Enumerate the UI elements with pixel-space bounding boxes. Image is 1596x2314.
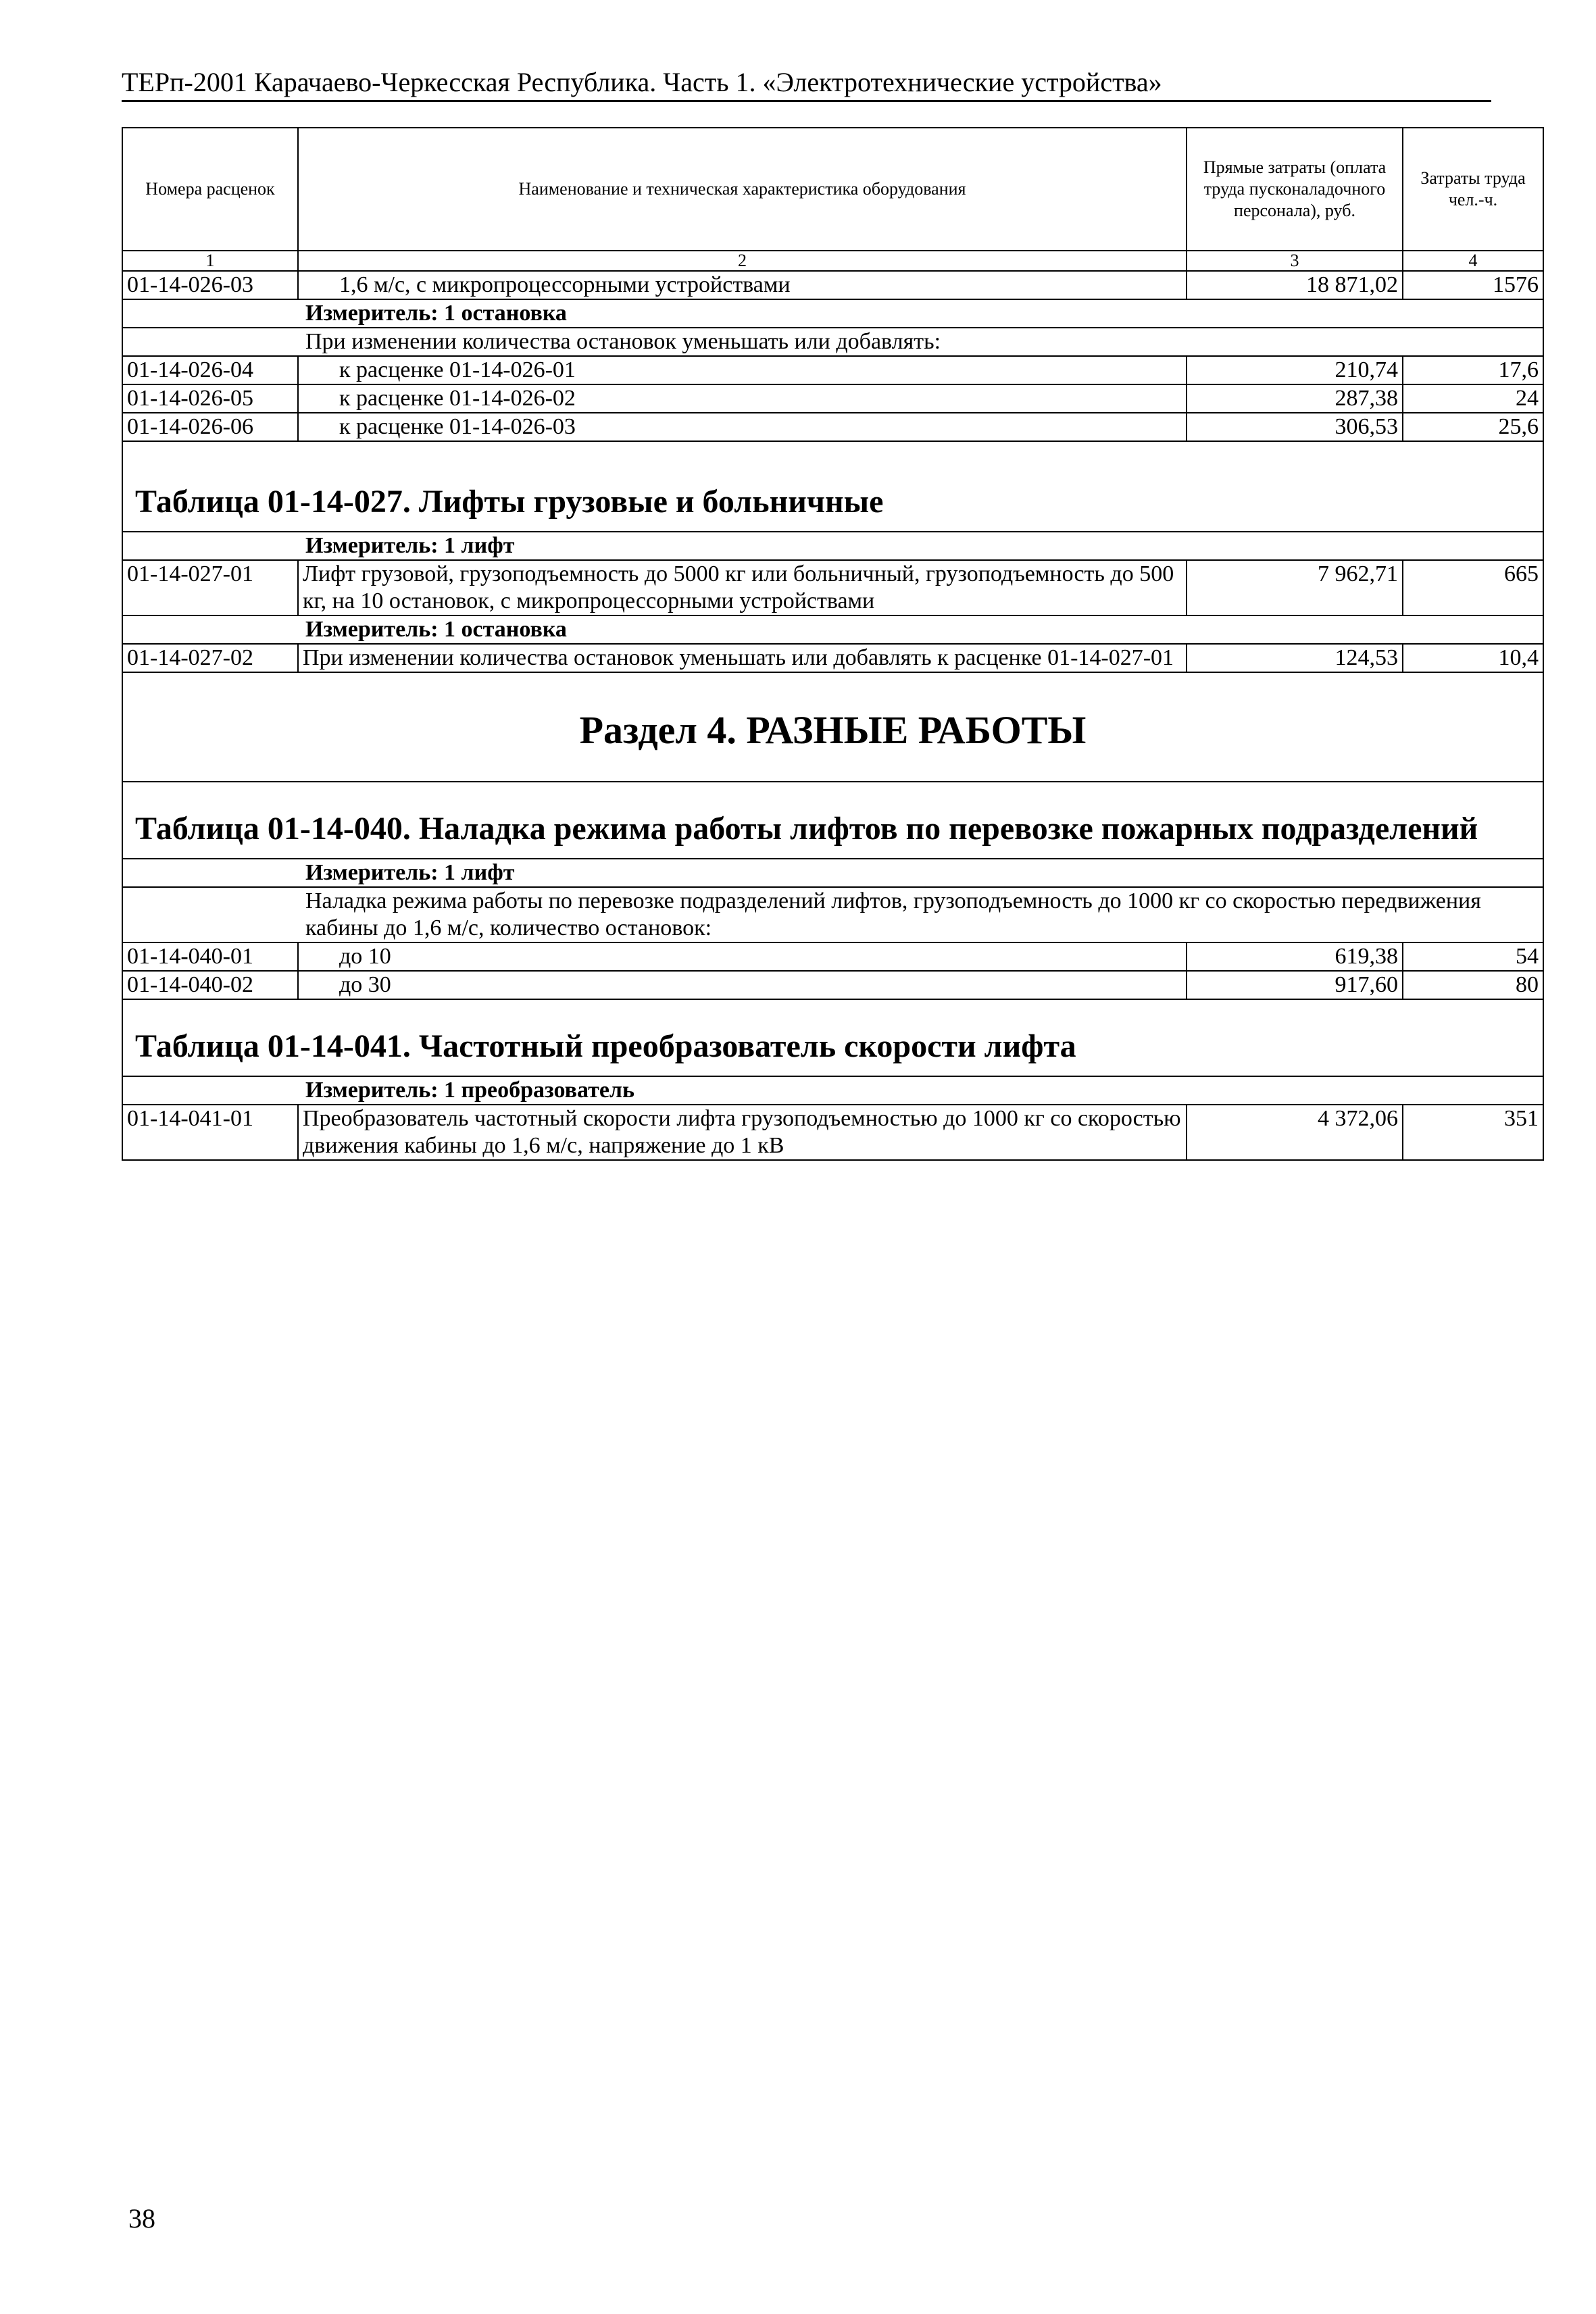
rate-name: Преобразователь частотный скорости лифта грузоподъемностью до 1000 кг со скоростью движения кабины до 1,6 м/с, напряжение до 1 кВ [298, 1105, 1187, 1160]
table-header-row [122, 128, 1543, 251]
page-number: 38 [128, 2203, 155, 2234]
column-number-row [122, 251, 1543, 271]
table-row [122, 271, 1543, 299]
measure-row [122, 299, 1543, 328]
running-header: ТЕРп-2001 Карачаево-Черкесская Республика. Часть 1. «Электротехнические устройства» [122, 67, 1162, 97]
rate-code: 01-14-027-01 [122, 560, 298, 615]
table-caption: Таблица 01-14-027. Лифты грузовые и больничные [122, 441, 1543, 532]
table-row [122, 644, 1543, 672]
rate-labor: 25,6 [1403, 413, 1543, 441]
rate-cost: 4 372,06 [1187, 1105, 1403, 1160]
column-number: 1 [122, 251, 298, 271]
column-header-codes: Номера расценок [122, 128, 298, 251]
column-header-labor: Затраты труда чел.-ч. [1403, 128, 1543, 251]
rate-cost: 917,60 [1187, 971, 1403, 999]
rate-labor: 54 [1403, 942, 1543, 971]
table-row [122, 971, 1543, 999]
caption-row [122, 999, 1543, 1076]
table-row [122, 413, 1543, 441]
column-header-name: Наименование и техническая характеристика оборудования [298, 128, 1187, 251]
measure-row [122, 1076, 1543, 1105]
table-caption: Таблица 01-14-040. Наладка режима работы лифтов по перевозке пожарных подразделений [122, 782, 1543, 859]
rate-code: 01-14-040-01 [122, 942, 298, 971]
note-row [122, 328, 1543, 356]
rate-cost: 287,38 [1187, 384, 1403, 413]
column-header-direct-costs: Прямые затраты (оплата труда пусконаладочного персонала), руб. [1187, 128, 1403, 251]
table-row [122, 356, 1543, 384]
column-number: 4 [1403, 251, 1543, 271]
rate-code: 01-14-026-05 [122, 384, 298, 413]
rate-labor: 351 [1403, 1105, 1543, 1160]
rate-cost: 619,38 [1187, 942, 1403, 971]
measure-label: Измеритель: 1 лифт [122, 859, 1543, 887]
section-row [122, 672, 1543, 782]
measure-label: Измеритель: 1 остановка [122, 299, 1543, 328]
note-text: При изменении количества остановок уменьшать или добавлять: [122, 328, 1543, 356]
rate-labor: 17,6 [1403, 356, 1543, 384]
rate-code: 01-14-026-04 [122, 356, 298, 384]
measure-row [122, 532, 1543, 560]
header-rule [122, 100, 1491, 102]
caption-row [122, 782, 1543, 859]
section-title: Раздел 4. РАЗНЫЕ РАБОТЫ [122, 672, 1543, 782]
column-number: 2 [298, 251, 1187, 271]
note-text: Наладка режима работы по перевозке подразделений лифтов, грузоподъемность до 1000 кг со скоростью передвижения кабины до 1,6 м/с, количество остановок: [122, 887, 1543, 942]
rate-code: 01-14-026-06 [122, 413, 298, 441]
rate-labor: 80 [1403, 971, 1543, 999]
rate-name: к расценке 01-14-026-01 [298, 356, 1187, 384]
rate-code: 01-14-026-03 [122, 271, 298, 299]
rate-name: к расценке 01-14-026-02 [298, 384, 1187, 413]
rate-labor: 10,4 [1403, 644, 1543, 672]
table-caption: Таблица 01-14-041. Частотный преобразователь скорости лифта [122, 999, 1543, 1076]
measure-label: Измеритель: 1 остановка [122, 615, 1543, 644]
rate-name: 1,6 м/с, с микропроцессорными устройствами [298, 271, 1187, 299]
measure-row [122, 859, 1543, 887]
rate-name: к расценке 01-14-026-03 [298, 413, 1187, 441]
rate-name: до 30 [298, 971, 1187, 999]
table-row [122, 560, 1543, 615]
table-row [122, 1105, 1543, 1160]
rate-code: 01-14-040-02 [122, 971, 298, 999]
rate-cost: 210,74 [1187, 356, 1403, 384]
rate-cost: 124,53 [1187, 644, 1403, 672]
measure-row [122, 615, 1543, 644]
rate-cost: 306,53 [1187, 413, 1403, 441]
caption-row [122, 441, 1543, 532]
rate-code: 01-14-041-01 [122, 1105, 298, 1160]
measure-label: Измеритель: 1 лифт [122, 532, 1543, 560]
rates-table [122, 127, 1544, 1161]
table-row [122, 384, 1543, 413]
rate-labor: 665 [1403, 560, 1543, 615]
rate-labor: 24 [1403, 384, 1543, 413]
note-row [122, 887, 1543, 942]
rate-name: При изменении количества остановок уменьшать или добавлять к расценке 01-14-027-01 [298, 644, 1187, 672]
table-row [122, 942, 1543, 971]
rate-name: Лифт грузовой, грузоподъемность до 5000 кг или больничный, грузоподъемность до 500 кг, на 10 остановок, с микропроцессорными устройствами [298, 560, 1187, 615]
measure-label: Измеритель: 1 преобразователь [122, 1076, 1543, 1105]
rate-code: 01-14-027-02 [122, 644, 298, 672]
rate-cost: 18 871,02 [1187, 271, 1403, 299]
rate-labor: 1576 [1403, 271, 1543, 299]
column-number: 3 [1187, 251, 1403, 271]
rate-cost: 7 962,71 [1187, 560, 1403, 615]
rate-name: до 10 [298, 942, 1187, 971]
